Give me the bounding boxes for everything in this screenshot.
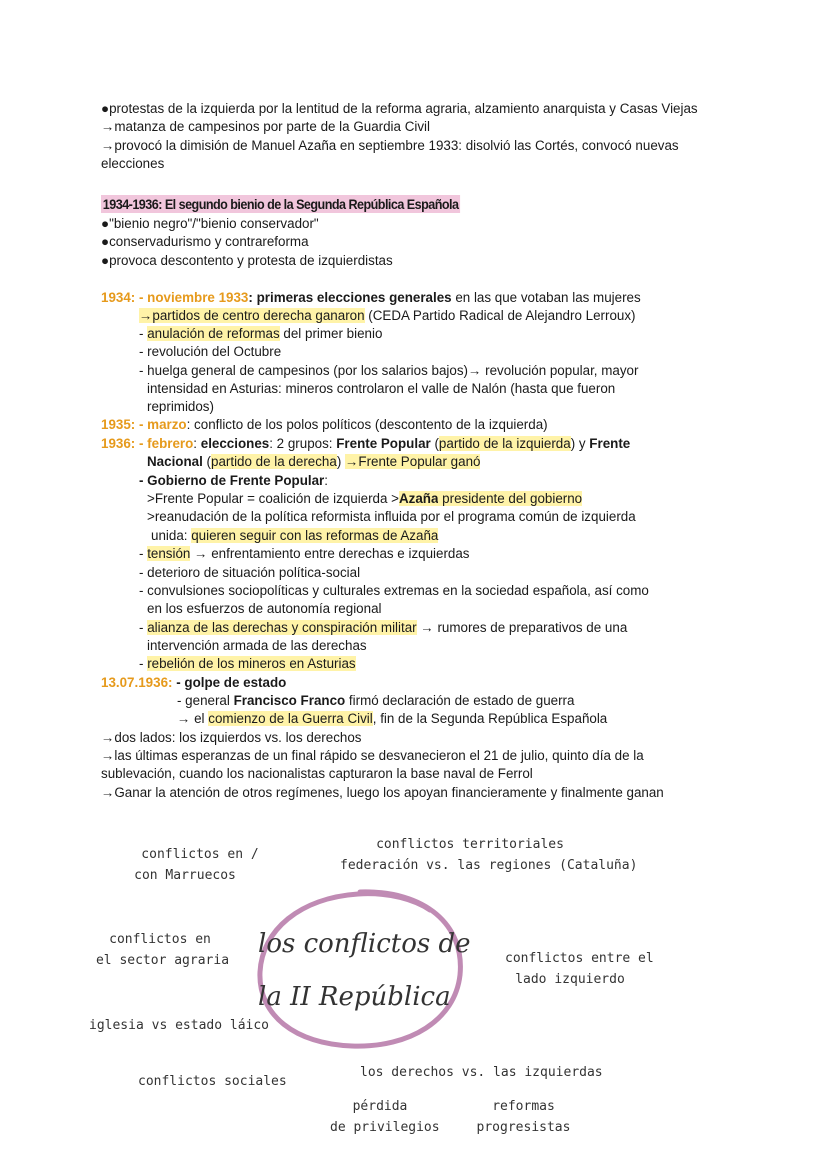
elecciones-generales: primeras elecciones generales xyxy=(256,290,452,305)
reformas-line-1: reformas xyxy=(492,1099,555,1114)
text: firmó declaración de estado de guerra xyxy=(345,693,575,708)
intro-line-3: →provocó la dimisión de Manuel Azaña en septiembre 1933: disolvió las Cortés, convocó nuevas xyxy=(101,138,679,153)
rebelion-highlight: rebelión de los mineros en Asturias xyxy=(147,656,356,671)
colon: : xyxy=(193,436,201,451)
territoriales-line-1: conflictos territoriales xyxy=(376,837,564,852)
partidos-highlight: →partidos de centro derecha ganaron xyxy=(139,308,365,323)
izquierdo-line-2: lado izquierdo xyxy=(515,972,625,987)
text: ( xyxy=(430,436,439,451)
marruecos-line-2: con Marruecos xyxy=(134,868,236,883)
derechos-vs-izquierdas: los derechos vs. las izquierdas xyxy=(360,1065,603,1080)
frente-gano-highlight: →Frente Popular ganó xyxy=(345,454,481,469)
gobierno-line xyxy=(139,472,328,490)
perdida-line-2: de privilegios xyxy=(330,1120,440,1135)
dash: - xyxy=(135,417,148,432)
mindmap-title-line-1: los conflictos de xyxy=(258,929,471,959)
text: ) xyxy=(336,454,345,469)
mindmap-circle xyxy=(240,880,480,1060)
gobierno-frente-popular: - Gobierno de Frente Popular xyxy=(139,473,325,488)
conflictos-sociales: conflictos sociales xyxy=(138,1074,287,1089)
reprimidos-line: reprimidos) xyxy=(147,399,214,414)
frente-popular: Frente Popular xyxy=(336,436,431,451)
dash: - xyxy=(139,656,148,671)
azana-highlight: Azaña xyxy=(398,491,439,506)
bullet-descontento: ●provoca descontento y protesta de izquierdistas xyxy=(101,253,393,268)
territoriales-line-2: federación vs. las regiones (Cataluña) xyxy=(340,858,638,873)
esperanzas-line: →las últimas esperanzas de un final rápido se desvanecieron el 21 de julio, quinto día de la xyxy=(101,748,644,763)
section-heading: 1934-1936: El segundo bienio de la Segunda República Española xyxy=(102,196,459,212)
text: (CEDA Partido Radical de Alejandro Lerroux) xyxy=(364,308,636,323)
year-1936-line xyxy=(101,435,630,453)
franco-line xyxy=(177,692,574,710)
quieren-highlight: quieren seguir con las reformas de Azaña xyxy=(191,528,439,543)
agraria-line-1: conflictos en xyxy=(109,932,211,947)
asturias-line: intensidad en Asturias: mineros controlaron el valle de Nalón (hasta que fueron xyxy=(147,381,616,396)
presidente-highlight: presidente del gobierno xyxy=(438,491,583,506)
partidos-line xyxy=(139,307,636,325)
year-1934-line xyxy=(101,289,641,307)
colon: : xyxy=(248,290,257,305)
intro-line-1: ●protestas de la izquierda por la lentitud de la reforma agraria, alzamiento anarquista y Casas Viejas xyxy=(101,101,698,116)
text: ( xyxy=(202,454,211,469)
month-marzo: marzo xyxy=(147,417,187,432)
tension-line xyxy=(139,545,470,563)
alianza-highlight: alianza de las derechas y conspiración militar xyxy=(147,620,417,635)
anulacion-highlight: anulación de reformas xyxy=(147,326,280,341)
sublevacion-line: sublevación, cuando los nacionalistas capturaron la base naval de Ferrol xyxy=(101,766,533,781)
bullet-conservadurismo: ●conservadurismo y contrareforma xyxy=(101,234,309,249)
year-1935: 1935: xyxy=(101,417,136,432)
agraria-line-2: el sector agraria xyxy=(95,953,230,968)
tension-highlight: tensión xyxy=(147,546,191,561)
rebelion-line xyxy=(139,655,356,673)
unida-line xyxy=(151,527,438,545)
text: , fin de la Segunda República Española xyxy=(372,711,608,726)
colon: : xyxy=(324,473,328,488)
reanudacion-line: >reanudación de la política reformista influida por el programa común de izquierda xyxy=(147,509,636,524)
text: >Frente Popular = coalición de izquierda > xyxy=(147,491,399,506)
coalicion-line xyxy=(147,490,582,508)
nacional: Nacional xyxy=(147,454,203,469)
francisco-franco: Francisco Franco xyxy=(233,693,346,708)
partido-derecha-highlight: partido de la derecha xyxy=(211,454,337,469)
comienzo-highlight: comienzo de la Guerra Civil xyxy=(208,711,373,726)
elecciones: elecciones xyxy=(200,436,270,451)
marruecos-line-1: conflictos en / xyxy=(141,847,259,862)
deterioro-line: - deterioro de situación política-social xyxy=(139,565,361,580)
text: : conflicto de los polos políticos (descontento de la izquierda) xyxy=(186,417,548,432)
text: → el xyxy=(177,711,209,726)
text: : 2 grupos: xyxy=(269,436,337,451)
text: del primer bienio xyxy=(279,326,383,341)
text: → rumores de preparativos de una xyxy=(416,620,628,635)
anulacion-line xyxy=(139,325,382,343)
intro-line-4: elecciones xyxy=(101,156,165,171)
golpe-de-estado: - golpe de estado xyxy=(172,675,287,690)
huelga-line: - huelga general de campesinos (por los salarios bajos)→ revolución popular, mayor xyxy=(139,363,639,378)
iglesia-estado: iglesia vs estado láico xyxy=(89,1018,270,1033)
frente: Frente xyxy=(589,436,631,451)
convulsiones-line: - convulsiones sociopolíticas y culturales extremas en la sociedad española, así como xyxy=(139,583,649,598)
dos-lados-line: →dos lados: los izquierdos vs. los derechos xyxy=(101,730,362,745)
nacional-line xyxy=(147,453,480,471)
alianza-line xyxy=(139,619,627,637)
comienzo-line xyxy=(177,710,607,728)
mindmap-title-line-2: la II República xyxy=(258,982,451,1012)
text: ) y xyxy=(570,436,590,451)
intervencion-line: intervención armada de las derechas xyxy=(147,638,367,653)
dash: - xyxy=(135,290,148,305)
reformas-line-2: progresistas xyxy=(476,1120,571,1135)
golpe-line xyxy=(101,674,286,692)
perdida-line-1: pérdida xyxy=(352,1099,408,1114)
dash: - xyxy=(135,436,148,451)
year-1934: 1934: xyxy=(101,290,136,305)
dash: - xyxy=(139,620,148,635)
izquierdo-line-1: conflictos entre el xyxy=(505,951,654,966)
text: unida: xyxy=(151,528,192,543)
date-13-07-1936: 13.07.1936: xyxy=(101,675,173,690)
revolucion-line: - revolución del Octubre xyxy=(139,344,282,359)
autonomia-line: en los esfuerzos de autonomía regional xyxy=(147,601,382,616)
dash: - xyxy=(139,326,148,341)
text: en las que votaban las mujeres xyxy=(451,290,641,305)
month-febrero: febrero xyxy=(147,436,194,451)
dash: - xyxy=(139,546,148,561)
year-1935-line xyxy=(101,416,548,434)
month-noviembre: noviembre 1933 xyxy=(147,290,249,305)
partido-izquierda-highlight: partido de la izquierda xyxy=(438,436,571,451)
year-1936: 1936: xyxy=(101,436,136,451)
text: → enfrentamiento entre derechas e izquierdas xyxy=(190,546,470,561)
bullet-bienio-negro: ●"bienio negro"/"bienio conservador" xyxy=(101,216,319,231)
text: - general xyxy=(177,693,234,708)
ganar-line: →Ganar la atención de otros regímenes, luego los apoyan financieramente y finalmente ganan xyxy=(101,785,664,800)
intro-line-2: →matanza de campesinos por parte de la Guardia Civil xyxy=(101,119,430,134)
